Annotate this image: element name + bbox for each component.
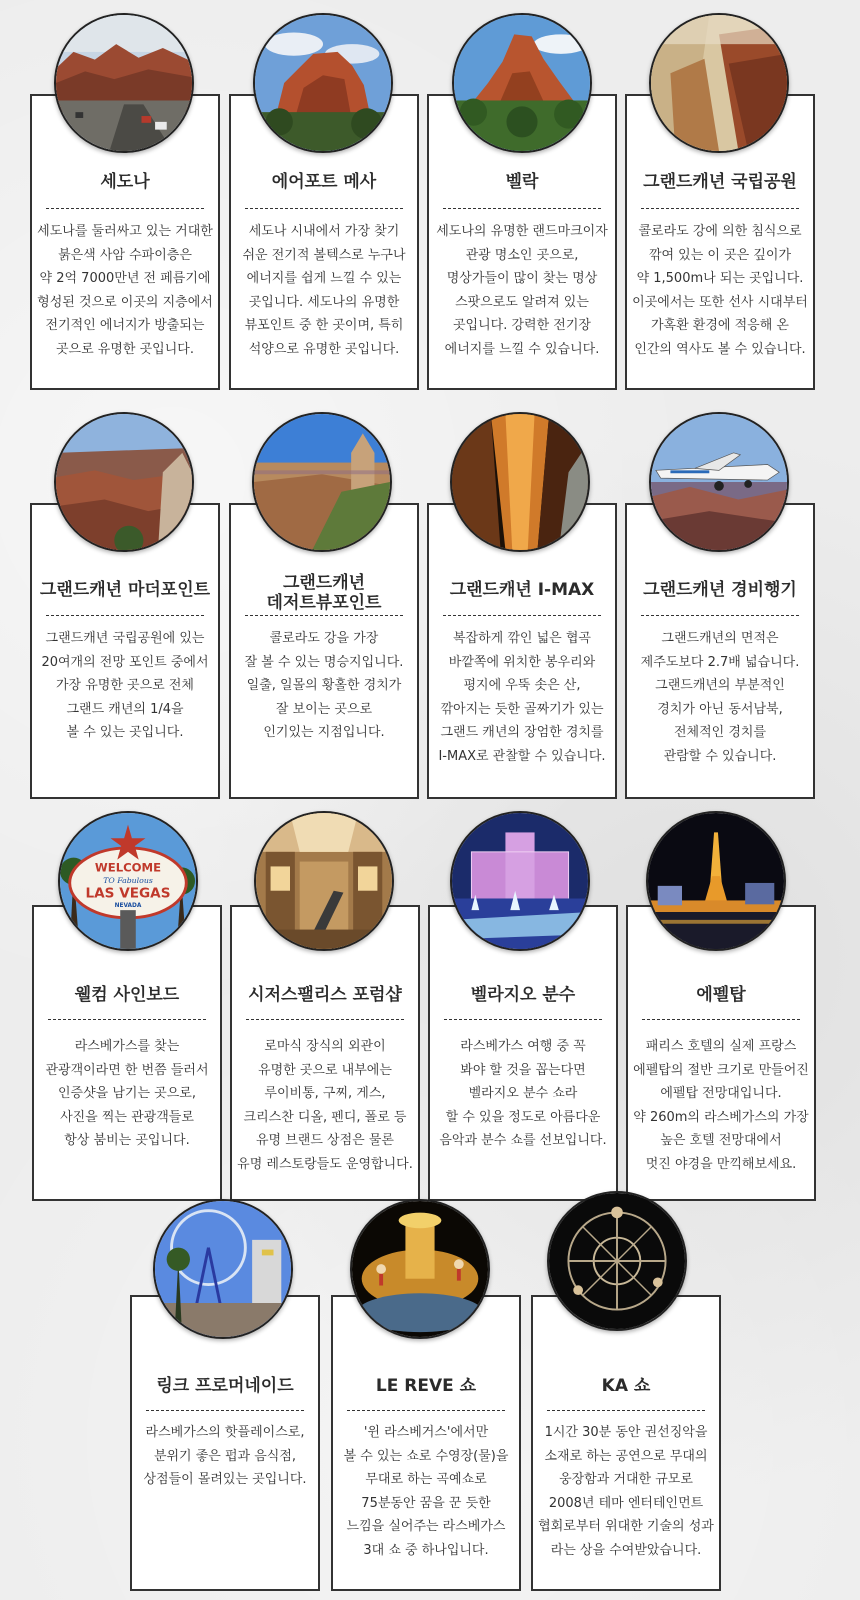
card-title: 에어포트 메사: [271, 172, 377, 192]
title-divider: [347, 1410, 505, 1411]
sign-welcome-text: WELCOME: [94, 860, 162, 875]
welcome-sign-photo: [58, 811, 198, 951]
card-linq-promenade: [130, 1295, 320, 1591]
title-divider: [146, 1410, 304, 1411]
card-title: 링크 프로머네이드: [156, 1376, 294, 1396]
title-divider: [443, 615, 601, 616]
title-divider: [46, 208, 204, 209]
card-title: 그랜드캐년 데저트뷰포인트: [266, 573, 382, 613]
card-description: 세도나를 둘러싸고 있는 거대한 붉은색 사암 수파이층은 약 2억 7000만년 전 페름기에 형성된 것으로 이곳의 지층에서 전기적인 에너지가 방출되는 곳으로 유명한 곳입니다.: [37, 224, 213, 357]
card-description: 그랜드캐년 국립공원에 있는 20여개의 전망 포인트 중에서 가장 유명한 곳으로 전체 그랜드 캐년의 1/4을 볼 수 있는 곳입니다.: [41, 631, 209, 740]
card-description: '윈 라스베거스'에서만 볼 수 있는 쇼로 수영장(물)을 무대로 하는 곡예쇼로 75분동안 꿈을 꾼 듯한 느낌을 실어주는 라스베가스 3대 쇼 중 하나입니다.: [343, 1425, 509, 1558]
card-description: 라스베가스 여행 중 꼭 봐야 할 것을 꼽는다면 벨라지오 분수 쇼라 할 수 있을 정도로 아름다운 음악과 분수 쇼를 선보입니다.: [439, 1039, 607, 1148]
card-title: 벨라지오 분수: [470, 985, 576, 1005]
bell-rock-photo: [452, 13, 592, 153]
scenic-flight-photo: [649, 412, 789, 552]
title-divider: [443, 208, 601, 209]
title-divider: [444, 1019, 602, 1020]
card-description: 1시간 30분 동안 권선징악을 소재로 하는 공연으로 무대의 웅장함과 거대한 규모로 2008년 테마 엔터테인먼트 협회로부터 위대한 기술의 성과 라는 상을 수여받았습니다.: [538, 1425, 714, 1558]
sign-state-text: NEVADA: [114, 903, 142, 910]
title-divider: [245, 615, 403, 616]
sign-city-text: LAS VEGAS: [85, 885, 171, 902]
title-divider: [641, 208, 799, 209]
title-divider: [246, 1019, 404, 1020]
linq-promenade-photo: [153, 1199, 293, 1339]
card-title: 웰컴 사인보드: [74, 985, 180, 1005]
card-description: 복잡하게 깎인 넓은 협곡 바깥쪽에 위치한 봉우리와 평지에 우뚝 솟은 산, 깎아지는 듯한 골짜기가 있는 그랜드 캐년의 장엄한 경치를 I-MAX로 관찰할 수 있습니다.: [438, 631, 606, 764]
forum-shops-photo: [254, 811, 394, 951]
card-title: KA 쇼: [601, 1376, 651, 1396]
ka-show-photo: [547, 1191, 687, 1331]
sign-fabulous-text: TO Fabulous: [103, 875, 153, 885]
title-divider: [46, 615, 204, 616]
card-description: 라스베가스의 핫플레이스로, 분위기 좋은 펍과 음식점, 상점들이 몰려있는 곳입니다.: [143, 1425, 307, 1487]
title-divider: [641, 615, 799, 616]
card-ka-show: [531, 1295, 721, 1591]
imax-photo: [450, 412, 590, 552]
card-description: 세도나의 유명한 랜드마크이자 관광 명소인 곳으로, 명상가들이 많이 찾는 명상 스팟으로도 알려져 있는 곳입니다. 강력한 전기장 에너지를 느낄 수 있습니다.: [436, 224, 608, 357]
card-title: 그랜드캐년 I-MAX: [449, 580, 595, 600]
title-divider: [547, 1410, 705, 1411]
card-description: 패리스 호텔의 실제 프랑스 에펠탑의 절반 크기로 만들어진 에펠탑 전망대입니다. 약 260m의 라스베가스의 가장 높은 호텔 전망대에서 멋진 야경을 만끽해보세요.: [633, 1039, 809, 1172]
card-description: 콜로라도 강을 가장 잘 볼 수 있는 명승지입니다. 일출, 일몰의 황홀한 경치가 잘 보이는 곳으로 인기있는 지점입니다.: [244, 631, 404, 740]
bellagio-fountain-photo: [450, 811, 590, 951]
card-description: 세도나 시내에서 가장 찾기 쉬운 전기적 볼텍스로 누구나 에너지를 쉽게 느낄 수 있는 곳입니다. 세도나의 유명한 뷰포인트 중 한 곳이며, 특히 석양으로 유명한 곳입니다.: [242, 224, 406, 357]
airport-mesa-photo: [253, 13, 393, 153]
card-title: 그랜드캐년 경비행기: [643, 580, 797, 600]
card-description: 그랜드캐년의 면적은 제주도보다 2.7배 넓습니다. 그랜드캐년의 부분적인 경치가 아닌 동서남북, 전체적인 경치를 관람할 수 있습니다.: [640, 631, 800, 764]
title-divider: [48, 1019, 206, 1020]
card-description: 로마식 장식의 외관이 유명한 곳으로 내부에는 루이비통, 구찌, 게스, 크리스찬 디올, 펜디, 폴로 등 유명 브랜드 상점은 물론 유명 레스토랑들도 운영합니다.: [237, 1039, 413, 1172]
card-title: 시저스팰리스 포럼샵: [248, 985, 402, 1005]
mather-point-photo: [54, 412, 194, 552]
sedona-photo: [54, 13, 194, 153]
card-description: 라스베가스를 찾는 관광객이라면 한 번쯤 들러서 인증샷을 남기는 곳으로, 사진을 찍는 관광객들로 항상 붐비는 곳입니다.: [45, 1039, 209, 1148]
card-title: LE REVE 쇼: [375, 1376, 477, 1396]
card-title: 에펠탑: [696, 985, 746, 1005]
card-title: 그랜드캐년 마더포인트: [39, 580, 211, 600]
title-divider: [245, 208, 403, 209]
desert-view-photo: [252, 412, 392, 552]
card-description: 콜로라도 강에 의한 침식으로 깎여 있는 이 곳은 깊이가 약 1,500m나 되는 곳입니다. 이곳에서는 또한 선사 시대부터 가혹환 환경에 적응해 온 인간의 역사도 볼 수 있습니다.: [632, 224, 808, 357]
le-reve-show-photo: [350, 1199, 490, 1339]
card-le-reve-show: [331, 1295, 521, 1591]
eiffel-tower-photo: [646, 811, 786, 951]
grand-canyon-np-photo: [649, 13, 789, 153]
card-title: 세도나: [100, 172, 150, 192]
title-divider: [642, 1019, 800, 1020]
card-title: 그랜드캐년 국립공원: [643, 172, 797, 192]
card-title: 벨락: [505, 172, 539, 192]
